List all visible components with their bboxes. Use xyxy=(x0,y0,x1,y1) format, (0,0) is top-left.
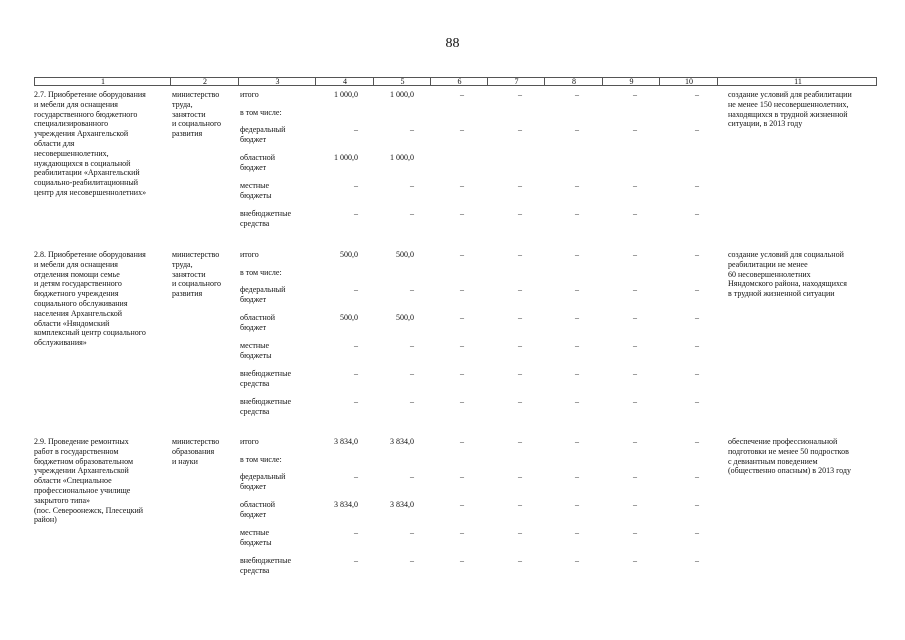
funding-source-label: средства xyxy=(240,378,270,388)
measure-title-line: социально-реабилитационный xyxy=(34,178,139,188)
amount-2013: 500,0 xyxy=(396,250,414,259)
expected-result-line: не менее 150 несовершеннолетних, xyxy=(728,99,849,109)
header-cell-1: 1 xyxy=(101,77,105,86)
empty-year-dash: – xyxy=(575,500,579,509)
empty-year-dash: – xyxy=(575,181,579,190)
funding-source-label: местные xyxy=(240,528,270,537)
header-divider xyxy=(373,78,374,86)
funding-source-label: внебюджетные xyxy=(240,556,291,565)
executor-line: министерство xyxy=(172,90,220,99)
header-cell-11: 11 xyxy=(794,77,802,86)
measure-title-line: 2.7. Приобретение оборудования xyxy=(34,90,146,99)
executor-line: министерство xyxy=(172,250,220,259)
empty-year-dash: – xyxy=(695,181,699,190)
executor-line: развития xyxy=(172,129,203,139)
expected-result-line: обеспечение профессиональной xyxy=(728,437,838,446)
measure-title-line: центр для несовершеннолетних» xyxy=(34,188,147,197)
amount-2013: – xyxy=(410,341,414,350)
header-divider xyxy=(238,78,239,86)
funding-source-label: средства xyxy=(240,565,270,575)
empty-year-dash: – xyxy=(633,181,637,190)
funding-source-label: в том числе: xyxy=(240,268,282,277)
empty-year-dash: – xyxy=(518,369,522,378)
measure-title-line: 2.8. Приобретение оборудования xyxy=(34,250,146,259)
measure-title-line: учреждении Архангельской xyxy=(34,466,129,476)
funding-source-label: бюджет xyxy=(240,134,267,144)
header-divider xyxy=(659,78,660,86)
amount-total: – xyxy=(354,125,358,134)
amount-total: 500,0 xyxy=(340,250,358,259)
empty-year-dash: – xyxy=(695,209,699,218)
executor-line: и науки xyxy=(172,456,198,466)
expected-result-line: создание условий для социальной xyxy=(728,250,844,259)
executor-line: министерство xyxy=(172,437,220,446)
header-divider xyxy=(170,78,171,86)
empty-year-dash: – xyxy=(695,528,699,537)
empty-year-dash: – xyxy=(518,90,522,99)
header-cell-3: 3 xyxy=(275,77,280,86)
funding-source-label: итого xyxy=(240,90,259,99)
expected-result-line: 60 несовершеннолетних xyxy=(728,269,811,279)
amount-total: – xyxy=(354,209,358,218)
amount-2013: 3 834,0 xyxy=(390,500,414,509)
empty-year-dash: – xyxy=(460,313,464,322)
measure-title-line: несовершеннолетних, xyxy=(34,148,109,158)
empty-year-dash: – xyxy=(518,285,522,294)
funding-source-label: федеральный xyxy=(240,472,286,481)
measure-title-line: 2.9. Проведение ремонтных xyxy=(34,437,129,446)
empty-year-dash: – xyxy=(633,125,637,134)
empty-year-dash: – xyxy=(575,125,579,134)
empty-year-dash: – xyxy=(518,250,522,259)
amount-2013: – xyxy=(410,528,414,537)
measure-title-line: населения Архангельской xyxy=(34,308,122,318)
measure-title-line: обслуживания» xyxy=(34,338,87,348)
measure-title-line: профессиональное училище xyxy=(34,486,131,495)
expected-result-line: с девиантным поведением xyxy=(728,456,818,466)
empty-year-dash: – xyxy=(518,313,522,322)
empty-year-dash: – xyxy=(460,90,464,99)
measure-title-line: области для xyxy=(34,139,75,148)
expected-result-line: (общественно опасным) в 2013 году xyxy=(728,466,851,476)
empty-year-dash: – xyxy=(575,369,579,378)
expected-result-line: подготовки не менее 50 подростков xyxy=(728,446,849,456)
empty-year-dash: – xyxy=(460,472,464,481)
amount-2013: 500,0 xyxy=(396,313,414,322)
amount-total: – xyxy=(354,397,358,406)
measure-title-line: реабилитации «Архангельский xyxy=(34,168,140,178)
measure-title-line: район) xyxy=(34,515,57,525)
header-cell-4: 4 xyxy=(343,77,347,86)
empty-year-dash: – xyxy=(695,437,699,446)
expected-result-line: Няндомского района, находящихся xyxy=(728,279,847,289)
empty-year-dash: – xyxy=(460,369,464,378)
table-header-row xyxy=(34,77,877,86)
empty-year-dash: – xyxy=(575,209,579,218)
amount-total: – xyxy=(354,472,358,481)
empty-year-dash: – xyxy=(695,313,699,322)
empty-year-dash: – xyxy=(633,437,637,446)
empty-year-dash: – xyxy=(518,397,522,406)
amount-total: 1 000,0 xyxy=(334,153,358,162)
amount-total: – xyxy=(354,341,358,350)
amount-2013: – xyxy=(410,285,414,294)
measure-title-line: специализированного xyxy=(34,119,109,129)
empty-year-dash: – xyxy=(633,369,637,378)
funding-source-label: бюджет xyxy=(240,294,267,304)
header-divider xyxy=(544,78,545,86)
header-divider xyxy=(315,78,316,86)
measure-title-line: закрытого типа» xyxy=(34,495,91,505)
empty-year-dash: – xyxy=(518,341,522,350)
measure-title-line: бюджетном образовательном xyxy=(34,456,133,466)
empty-year-dash: – xyxy=(695,556,699,565)
header-cell-9: 9 xyxy=(629,77,634,86)
amount-2013: 1 000,0 xyxy=(390,90,414,99)
funding-source-label: в том числе: xyxy=(240,455,282,464)
funding-source-label: областной xyxy=(240,500,276,509)
amount-total: – xyxy=(354,285,358,294)
empty-year-dash: – xyxy=(518,528,522,537)
header-cell-2: 2 xyxy=(203,77,207,86)
empty-year-dash: – xyxy=(460,500,464,509)
measure-title-line: (пос. Североонежск, Плесецкий xyxy=(34,505,144,515)
amount-total: – xyxy=(354,528,358,537)
amount-2013: – xyxy=(410,181,414,190)
header-divider xyxy=(717,78,718,86)
expected-result-line: реабилитации не менее xyxy=(728,259,808,269)
empty-year-dash: – xyxy=(695,250,699,259)
empty-year-dash: – xyxy=(575,472,579,481)
executor-line: и социального xyxy=(172,119,222,129)
funding-source-label: местные xyxy=(240,181,270,190)
measure-title-line: работ в государственном xyxy=(34,446,119,456)
amount-2013: 3 834,0 xyxy=(390,437,414,446)
funding-source-label: бюджет xyxy=(240,162,267,172)
funding-source-label: федеральный xyxy=(240,125,286,134)
funding-source-label: итого xyxy=(240,437,259,446)
funding-source-label: бюджеты xyxy=(240,190,272,200)
executor-line: занятости xyxy=(172,109,206,119)
funding-source-label: областной xyxy=(240,153,276,162)
funding-source-label: бюджеты xyxy=(240,537,272,547)
empty-year-dash: – xyxy=(695,500,699,509)
empty-year-dash: – xyxy=(575,341,579,350)
amount-total: 3 834,0 xyxy=(334,500,358,509)
empty-year-dash: – xyxy=(460,181,464,190)
executor-line: и социального xyxy=(172,279,222,289)
empty-year-dash: – xyxy=(518,437,522,446)
empty-year-dash: – xyxy=(518,500,522,509)
empty-year-dash: – xyxy=(460,397,464,406)
empty-year-dash: – xyxy=(633,528,637,537)
measure-title-line: государственного бюджетного xyxy=(34,109,138,119)
empty-year-dash: – xyxy=(695,90,699,99)
amount-total: 3 834,0 xyxy=(334,437,358,446)
empty-year-dash: – xyxy=(575,528,579,537)
measure-title-line: комплексный центр социального xyxy=(34,328,146,338)
header-divider xyxy=(487,78,488,86)
header-cell-6: 6 xyxy=(457,77,462,86)
expected-result-line: в трудной жизненной ситуации xyxy=(728,289,835,299)
empty-year-dash: – xyxy=(518,125,522,134)
executor-line: труда, xyxy=(172,99,193,109)
empty-year-dash: – xyxy=(633,472,637,481)
empty-year-dash: – xyxy=(575,313,579,322)
funding-source-label: областной xyxy=(240,313,276,322)
empty-year-dash: – xyxy=(575,250,579,259)
funding-source-label: в том числе: xyxy=(240,108,282,117)
expected-result-line: создание условий для реабилитации xyxy=(728,90,852,99)
empty-year-dash: – xyxy=(633,90,637,99)
empty-year-dash: – xyxy=(518,556,522,565)
page-number: 88 xyxy=(445,36,460,51)
measure-title-line: и детям государственного xyxy=(34,279,122,289)
header-divider xyxy=(430,78,431,86)
empty-year-dash: – xyxy=(633,556,637,565)
funding-source-label: бюджет xyxy=(240,509,267,519)
funding-source-label: федеральный xyxy=(240,285,286,294)
amount-2013: 1 000,0 xyxy=(390,153,414,162)
measure-title-line: и мебели для оснащения xyxy=(34,99,118,109)
measure-title-line: области «Няндомский xyxy=(34,318,110,328)
empty-year-dash: – xyxy=(633,313,637,322)
funding-source-label: местные xyxy=(240,341,270,350)
header-cell-10: 10 xyxy=(685,77,693,86)
amount-2013: – xyxy=(410,397,414,406)
header-divider xyxy=(602,78,603,86)
empty-year-dash: – xyxy=(460,528,464,537)
funding-source-label: итого xyxy=(240,250,259,259)
funding-source-label: средства xyxy=(240,406,270,416)
amount-2013: – xyxy=(410,556,414,565)
empty-year-dash: – xyxy=(695,341,699,350)
funding-source-label: бюджет xyxy=(240,481,267,491)
empty-year-dash: – xyxy=(518,209,522,218)
amount-total: – xyxy=(354,556,358,565)
amount-total: 500,0 xyxy=(340,313,358,322)
empty-year-dash: – xyxy=(633,285,637,294)
empty-year-dash: – xyxy=(695,285,699,294)
header-cell-7: 7 xyxy=(514,77,519,86)
amount-2013: – xyxy=(410,209,414,218)
funding-source-label: внебюджетные xyxy=(240,209,291,218)
empty-year-dash: – xyxy=(695,125,699,134)
empty-year-dash: – xyxy=(633,209,637,218)
executor-line: развития xyxy=(172,289,203,299)
header-cell-5: 5 xyxy=(400,77,405,86)
measure-title-line: отделения помощи семье xyxy=(34,269,120,279)
empty-year-dash: – xyxy=(633,500,637,509)
empty-year-dash: – xyxy=(460,437,464,446)
empty-year-dash: – xyxy=(518,181,522,190)
amount-total: – xyxy=(354,369,358,378)
empty-year-dash: – xyxy=(518,472,522,481)
empty-year-dash: – xyxy=(695,397,699,406)
empty-year-dash: – xyxy=(695,472,699,481)
empty-year-dash: – xyxy=(460,341,464,350)
funding-source-label: бюджет xyxy=(240,322,267,332)
funding-source-label: бюджеты xyxy=(240,350,272,360)
empty-year-dash: – xyxy=(575,556,579,565)
empty-year-dash: – xyxy=(575,90,579,99)
amount-total: 1 000,0 xyxy=(334,90,358,99)
executor-line: образования xyxy=(172,446,215,456)
empty-year-dash: – xyxy=(633,397,637,406)
funding-source-label: средства xyxy=(240,218,270,228)
empty-year-dash: – xyxy=(460,285,464,294)
empty-year-dash: – xyxy=(695,369,699,378)
empty-year-dash: – xyxy=(575,437,579,446)
executor-line: труда, xyxy=(172,259,193,269)
measure-title-line: социального обслуживания xyxy=(34,299,128,308)
empty-year-dash: – xyxy=(633,250,637,259)
empty-year-dash: – xyxy=(460,250,464,259)
funding-source-label: внебюджетные xyxy=(240,397,291,406)
measure-title-line: области «Специальное xyxy=(34,476,112,486)
empty-year-dash: – xyxy=(460,556,464,565)
amount-2013: – xyxy=(410,369,414,378)
amount-2013: – xyxy=(410,125,414,134)
header-cell-8: 8 xyxy=(572,77,576,86)
empty-year-dash: – xyxy=(575,285,579,294)
expected-result-line: ситуации, в 2013 году xyxy=(728,119,803,129)
amount-2013: – xyxy=(410,472,414,481)
amount-total: – xyxy=(354,181,358,190)
executor-line: занятости xyxy=(172,269,206,279)
measure-title-line: бюджетного учреждения xyxy=(34,289,119,299)
measure-title-line: нуждающихся в социальной xyxy=(34,158,131,168)
funding-source-label: внебюджетные xyxy=(240,369,291,378)
empty-year-dash: – xyxy=(460,125,464,134)
measure-title-line: и мебели для оснащения xyxy=(34,259,118,269)
measure-title-line: учреждения Архангельской xyxy=(34,129,129,139)
empty-year-dash: – xyxy=(460,209,464,218)
empty-year-dash: – xyxy=(633,341,637,350)
empty-year-dash: – xyxy=(575,397,579,406)
expected-result-line: находящихся в трудной жизненной xyxy=(728,109,848,119)
